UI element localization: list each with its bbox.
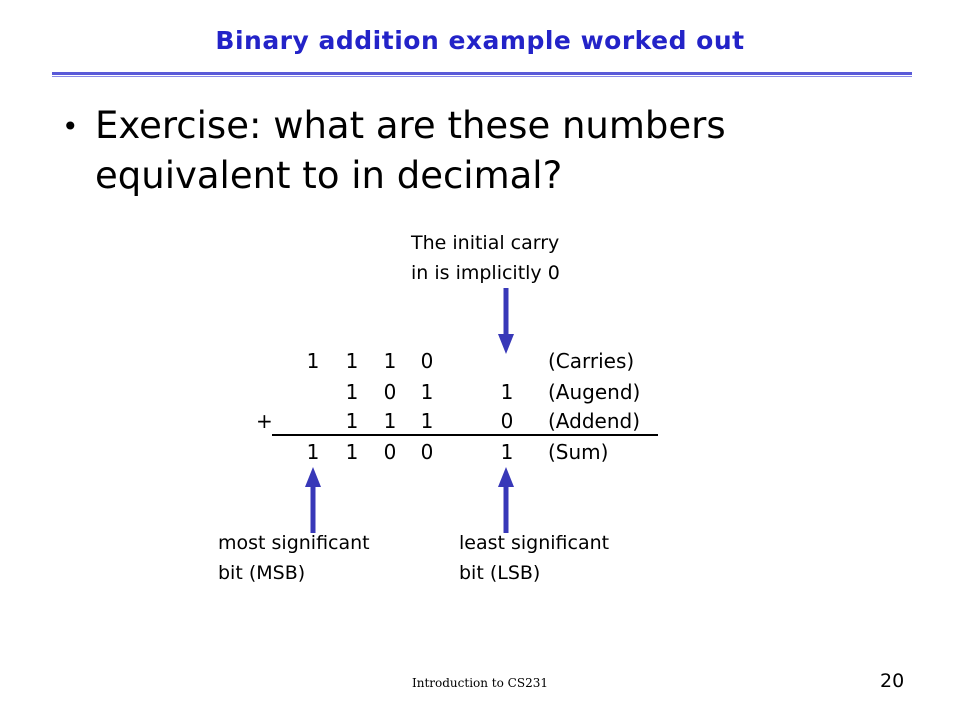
augend-row (0, 380, 960, 410)
augend-label: (Augend) (548, 380, 641, 404)
title-divider (52, 72, 912, 77)
plus-sign: + (256, 409, 273, 433)
msb-line-2: bit (MSB) (218, 562, 306, 584)
exercise-line-1: Exercise: what are these numbers (95, 104, 726, 147)
initial-carry-line-2: in is implicitly 0 (411, 262, 560, 284)
augend-digit: 1 (500, 380, 514, 404)
carries-row (0, 349, 960, 379)
addend-digit: 1 (345, 409, 359, 433)
sum-digit: 1 (306, 440, 320, 464)
lsb-line-2: bit (LSB) (459, 562, 541, 584)
addend-digit: 1 (383, 409, 397, 433)
carries-label: (Carries) (548, 349, 635, 373)
addend-label: (Addend) (548, 409, 641, 433)
footer-course-name: Introduction to CS231 (412, 676, 548, 690)
lsb-note (459, 528, 609, 588)
addend-digit: 0 (500, 409, 514, 433)
carry-digit: 1 (383, 349, 397, 373)
carry-digit: 0 (420, 349, 434, 373)
sum-label: (Sum) (548, 440, 609, 464)
addend-digit: 1 (420, 409, 434, 433)
initial-carry-line-1: The initial carry (411, 232, 560, 254)
msb-line-1: most significant (218, 532, 370, 554)
augend-digit: 0 (383, 380, 397, 404)
sum-digit: 0 (383, 440, 397, 464)
sum-row (0, 440, 960, 470)
sum-digit: 1 (500, 440, 514, 464)
initial-carry-note (411, 228, 560, 288)
msb-arrow-icon (301, 467, 325, 533)
msb-note (218, 528, 370, 588)
lsb-arrow-icon (494, 467, 518, 533)
page-number: 20 (880, 670, 905, 692)
bullet-dot-icon: • (62, 110, 79, 143)
carry-digit: 1 (345, 349, 359, 373)
exercise-bullet (95, 101, 855, 201)
sum-line (272, 434, 658, 436)
exercise-line-2: equivalent to in decimal? (95, 154, 563, 197)
augend-digit: 1 (420, 380, 434, 404)
sum-digit: 0 (420, 440, 434, 464)
augend-digit: 1 (345, 380, 359, 404)
slide-title: Binary addition example worked out (215, 26, 745, 55)
lsb-line-1: least significant (459, 532, 610, 554)
sum-digit: 1 (345, 440, 359, 464)
initial-carry-arrow-icon (494, 288, 518, 356)
carry-digit: 1 (306, 349, 320, 373)
